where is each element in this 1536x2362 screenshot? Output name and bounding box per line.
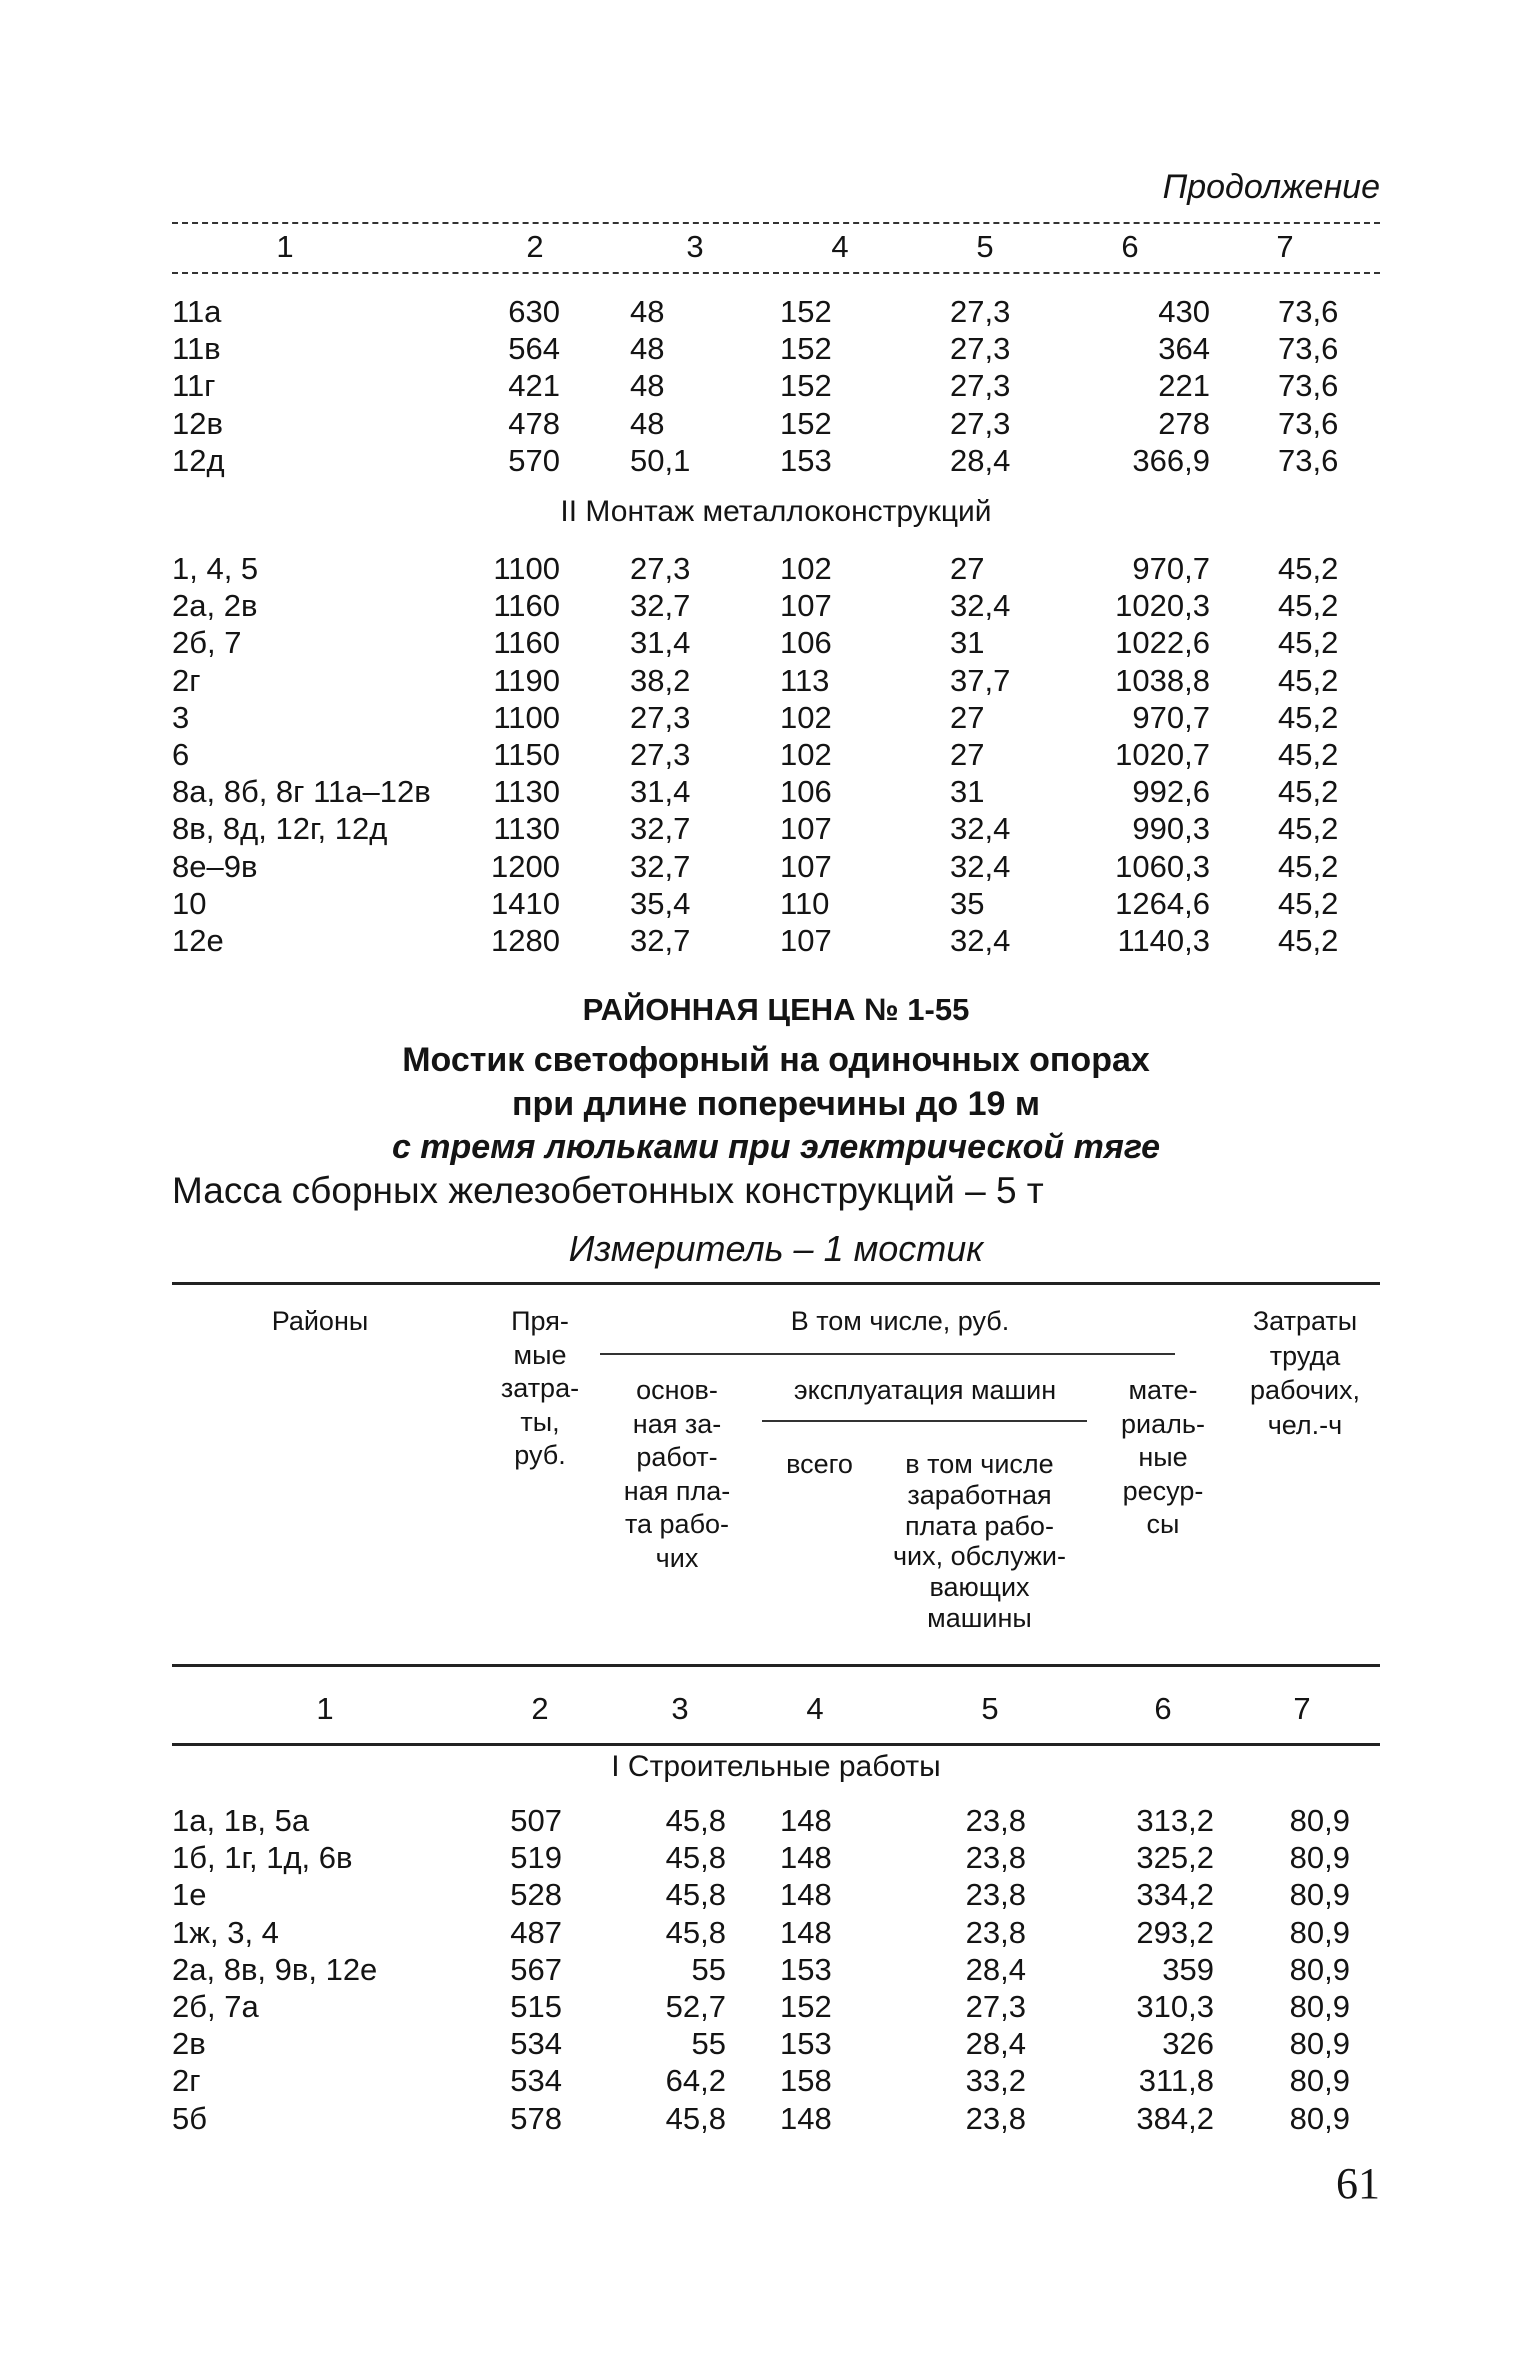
table-cell: 564 <box>508 331 560 367</box>
column-number: 1 <box>276 229 294 264</box>
row-label: 1, 4, 5 <box>172 551 259 586</box>
row-label: 1а, 1в, 5а <box>172 1803 310 1838</box>
row-label: 11а <box>172 294 222 329</box>
header-text-line: ресур- <box>1122 1475 1204 1506</box>
table-cell: 45,8 <box>665 1914 726 1950</box>
table-cell: 31 <box>950 625 985 661</box>
table-cell: 570 <box>508 442 560 478</box>
table-cell: 73,6 <box>1278 294 1339 329</box>
measure-text: Измеритель – 1 мостик <box>568 1228 984 1269</box>
table-cell: 27,3 <box>950 294 1011 329</box>
row-label: 3 <box>172 699 190 735</box>
table-cell: 528 <box>510 1877 562 1913</box>
table-cell: 80,9 <box>1289 1914 1350 1950</box>
table-cell: 148 <box>780 1803 832 1838</box>
header-text-line: машины <box>927 1603 1032 1633</box>
table-cell: 45,2 <box>1278 551 1339 586</box>
column-number: 5 <box>981 1691 999 1726</box>
table-cell: 990,3 <box>1132 811 1210 847</box>
table-cell: 567 <box>510 1951 562 1987</box>
table-cell: 519 <box>510 1840 562 1876</box>
table-cell: 48 <box>630 368 665 404</box>
column-number: 4 <box>831 229 849 264</box>
table-cell: 80,9 <box>1289 1877 1350 1913</box>
table-cell: 73,6 <box>1278 331 1339 367</box>
table-cell: 45,2 <box>1278 848 1339 884</box>
section-title-construction: I Строительные работы <box>611 1750 941 1783</box>
header-text-line: чих <box>655 1542 699 1573</box>
header-text-line: заработная <box>907 1479 1052 1510</box>
price-heading: РАЙОННАЯ ЦЕНА № 1-55 <box>582 992 970 1027</box>
table-cell: 152 <box>780 1989 832 2024</box>
row-label: 2а, 2в <box>172 588 258 624</box>
table-cell: 27,3 <box>630 699 691 735</box>
table-cell: 45,2 <box>1278 811 1339 847</box>
table-cell: 23,8 <box>965 2100 1026 2136</box>
table-cell: 27,3 <box>965 1989 1026 2024</box>
table-cell: 23,8 <box>965 1803 1026 1838</box>
section-title-montage: II Монтаж металлоконструкций <box>560 495 992 528</box>
table-cell: 106 <box>780 625 832 661</box>
table-cell: 23,8 <box>965 1877 1026 1913</box>
table-cell: 1200 <box>491 848 560 884</box>
header-text-line: чел.-ч <box>1267 1409 1343 1440</box>
column-number: 6 <box>1154 1691 1172 1726</box>
table-cell: 28,4 <box>950 442 1011 478</box>
table-cell: 1038,8 <box>1115 662 1210 698</box>
header-text-line: риаль- <box>1121 1408 1205 1439</box>
header-text-line: чих, обслужи- <box>892 1541 1067 1572</box>
table-cell: 152 <box>780 331 832 367</box>
table-cell: 45,2 <box>1278 774 1339 810</box>
header-text-line: Пря- <box>511 1306 569 1336</box>
header-text-line: труда <box>1269 1340 1341 1371</box>
table-cell: 55 <box>691 2026 726 2062</box>
table-cell: 45,8 <box>665 1840 726 1876</box>
row-label: 2г <box>172 2063 201 2099</box>
mass-text: Масса сборных железобетонных конструкций – 5 т <box>172 1170 1044 1211</box>
table-cell: 80,9 <box>1289 1803 1350 1838</box>
table-cell: 102 <box>780 699 832 735</box>
bottom-table-number-rule <box>172 1743 1380 1746</box>
table-cell: 1060,3 <box>1115 848 1210 884</box>
table-cell: 27,3 <box>630 551 691 586</box>
table-cell: 80,9 <box>1289 2026 1350 2062</box>
table-cell: 31,4 <box>630 625 691 661</box>
table-cell: 107 <box>780 588 832 624</box>
table-cell: 534 <box>510 2026 562 2062</box>
column-number: 3 <box>686 229 704 264</box>
table-cell: 32,7 <box>630 811 691 847</box>
table-cell: 148 <box>780 1914 832 1950</box>
table-cell: 31,4 <box>630 774 691 810</box>
table-cell: 48 <box>630 294 665 329</box>
table-cell: 578 <box>510 2100 562 2136</box>
table-cell: 23,8 <box>965 1840 1026 1876</box>
table-cell: 45,2 <box>1278 923 1339 958</box>
table-cell: 32,4 <box>950 811 1011 847</box>
row-label: 10 <box>172 885 207 921</box>
table-cell: 80,9 <box>1289 1989 1350 2024</box>
column-number: 2 <box>531 1691 549 1726</box>
row-label: 11в <box>172 331 221 367</box>
table-cell: 73,6 <box>1278 405 1339 441</box>
table-cell: 430 <box>1158 294 1210 329</box>
table-cell: 1160 <box>493 625 560 661</box>
row-label: 1ж, 3, 4 <box>172 1914 279 1950</box>
table-cell: 534 <box>510 2063 562 2099</box>
table-cell: 107 <box>780 848 832 884</box>
table-cell: 45,2 <box>1278 737 1339 772</box>
header-including-rule <box>600 1353 1175 1355</box>
table-cell: 1160 <box>493 588 560 624</box>
table-cell: 52,7 <box>665 1989 726 2024</box>
header-text-line: основ- <box>636 1375 718 1405</box>
table-cell: 27 <box>950 551 985 586</box>
header-including: В том числе, руб. <box>790 1306 1010 1336</box>
table-cell: 1130 <box>493 811 560 847</box>
header-text-line: сы <box>1146 1509 1180 1539</box>
table-cell: 153 <box>780 1951 832 1987</box>
top-table-rule <box>172 272 1380 274</box>
table-cell: 102 <box>780 551 832 586</box>
table-cell: 110 <box>780 885 830 921</box>
column-number: 5 <box>976 229 994 264</box>
table-cell: 152 <box>780 368 832 404</box>
row-label: 2в <box>172 2026 206 2062</box>
table-cell: 1100 <box>493 551 560 586</box>
table-cell: 32,4 <box>950 923 1011 958</box>
table-cell: 27,3 <box>630 737 691 772</box>
header-text-line: вающих <box>929 1572 1030 1603</box>
header-text-line: работ- <box>636 1442 718 1472</box>
table-cell: 50,1 <box>630 442 691 478</box>
table-cell: 45,8 <box>665 2100 726 2136</box>
table-cell: 1410 <box>491 885 560 921</box>
table-cell: 293,2 <box>1136 1914 1214 1950</box>
table-cell: 48 <box>630 331 665 367</box>
table-cell: 35 <box>950 885 985 921</box>
table-cell: 148 <box>780 2100 832 2136</box>
top-table-rule <box>172 222 1380 224</box>
table-cell: 992,6 <box>1132 774 1210 810</box>
table-cell: 1264,6 <box>1115 885 1210 921</box>
header-text-line: плата рабо- <box>905 1510 1054 1541</box>
table-cell: 152 <box>780 405 832 441</box>
title-line-3: с тремя люльками при электрической тяге <box>391 1128 1161 1166</box>
header-text-line: ная за- <box>632 1408 722 1439</box>
table-cell: 45,2 <box>1278 662 1339 698</box>
table-cell: 28,4 <box>965 2026 1026 2062</box>
table-cell: 35,4 <box>630 885 691 921</box>
table-cell: 359 <box>1162 1951 1214 1987</box>
table-cell: 80,9 <box>1289 2063 1350 2099</box>
header-machine-total: всего <box>786 1449 853 1479</box>
column-number: 7 <box>1293 1691 1311 1726</box>
table-cell: 221 <box>1158 368 1210 404</box>
table-cell: 630 <box>508 294 560 329</box>
table-cell: 32,7 <box>630 588 691 624</box>
header-text-line: в том числе <box>905 1449 1054 1479</box>
row-label: 2б, 7а <box>172 1989 259 2024</box>
table-cell: 487 <box>510 1914 562 1950</box>
table-cell: 102 <box>780 737 832 772</box>
row-label: 11г <box>172 368 216 404</box>
row-label: 2а, 8в, 9в, 12е <box>172 1951 378 1987</box>
table-cell: 32,4 <box>950 848 1011 884</box>
table-cell: 970,7 <box>1132 699 1210 735</box>
table-cell: 325,2 <box>1136 1840 1214 1876</box>
header-text-line: ты, <box>520 1406 560 1437</box>
header-text-line: мые <box>513 1339 567 1370</box>
title-line-1: Мостик светофорный на одиночных опорах <box>402 1041 1150 1079</box>
row-label: 6 <box>172 737 190 772</box>
column-number: 6 <box>1121 229 1139 264</box>
row-label: 1б, 1г, 1д, 6в <box>172 1840 353 1876</box>
table-cell: 366,9 <box>1132 442 1210 478</box>
table-cell: 310,3 <box>1136 1989 1214 2024</box>
column-number: 4 <box>806 1691 824 1726</box>
table-cell: 64,2 <box>665 2063 726 2099</box>
table-cell: 28,4 <box>965 1951 1026 1987</box>
table-cell: 80,9 <box>1289 1951 1350 1987</box>
table-cell: 515 <box>510 1989 562 2024</box>
table-cell: 334,2 <box>1136 1877 1214 1913</box>
table-cell: 23,8 <box>965 1914 1026 1950</box>
table-cell: 31 <box>950 774 985 810</box>
row-label: 2г <box>172 662 201 698</box>
table-cell: 1020,7 <box>1115 737 1210 772</box>
header-text-line: затра- <box>500 1373 580 1403</box>
column-number: 2 <box>526 229 544 264</box>
table-cell: 313,2 <box>1136 1803 1214 1838</box>
table-cell: 38,2 <box>630 662 691 698</box>
table-cell: 27 <box>950 737 985 772</box>
table-cell: 55 <box>691 1951 726 1987</box>
table-cell: 148 <box>780 1877 832 1913</box>
table-cell: 45,8 <box>665 1803 726 1838</box>
header-regions: Районы <box>271 1306 369 1336</box>
row-label: 8е–9в <box>172 848 258 884</box>
table-cell: 478 <box>508 405 560 441</box>
table-cell: 311,8 <box>1138 2063 1214 2099</box>
table-cell: 45,2 <box>1278 625 1339 661</box>
row-label: 12е <box>172 923 224 958</box>
table-cell: 107 <box>780 923 832 958</box>
table-cell: 1130 <box>493 774 560 810</box>
table-cell: 32,7 <box>630 848 691 884</box>
header-text-line: ная пла- <box>623 1475 731 1506</box>
title-line-2: при длине поперечины до 19 м <box>511 1085 1041 1123</box>
table-cell: 27 <box>950 699 985 735</box>
column-number: 3 <box>671 1691 689 1726</box>
table-cell: 1280 <box>491 923 560 958</box>
table-cell: 80,9 <box>1289 2100 1350 2136</box>
table-cell: 45,2 <box>1278 588 1339 624</box>
table-cell: 73,6 <box>1278 442 1339 478</box>
header-text-line: рабочих, <box>1249 1375 1361 1405</box>
table-cell: 45,8 <box>665 1877 726 1913</box>
table-cell: 278 <box>1158 405 1210 441</box>
table-cell: 326 <box>1162 2026 1214 2062</box>
table-cell: 37,7 <box>950 662 1011 698</box>
header-text-line: Затраты <box>1252 1306 1358 1336</box>
row-label: 1е <box>172 1877 207 1913</box>
table-cell: 1100 <box>493 699 560 735</box>
row-label: 2б, 7 <box>172 625 242 661</box>
table-cell: 970,7 <box>1132 551 1210 586</box>
table-cell: 32,4 <box>950 588 1011 624</box>
column-number: 7 <box>1276 229 1294 264</box>
table-cell: 48 <box>630 405 665 441</box>
table-cell: 158 <box>780 2063 832 2099</box>
header-machine-rule <box>762 1420 1087 1422</box>
table-cell: 80,9 <box>1289 1840 1350 1876</box>
row-label: 12в <box>172 405 223 441</box>
table-cell: 1140,3 <box>1117 923 1210 958</box>
table-cell: 1150 <box>493 737 560 772</box>
table-cell: 107 <box>780 811 832 847</box>
row-label: 8а, 8б, 8г 11а–12в <box>172 774 431 810</box>
table-cell: 27,3 <box>950 405 1011 441</box>
table-cell: 106 <box>780 774 832 810</box>
page-number: 61 <box>1336 2159 1380 2208</box>
table-cell: 384,2 <box>1136 2100 1214 2136</box>
column-number: 1 <box>316 1691 334 1726</box>
row-label: 12д <box>172 442 225 478</box>
bottom-table-top-rule <box>172 1282 1380 1285</box>
bottom-table-header-rule <box>172 1664 1380 1667</box>
header-machine-operation: эксплуатация машин <box>793 1375 1057 1405</box>
table-cell: 1020,3 <box>1115 588 1210 624</box>
table-cell: 153 <box>780 442 832 478</box>
table-cell: 148 <box>780 1840 832 1876</box>
row-label: 8в, 8д, 12г, 12д <box>172 811 388 847</box>
header-text-line: руб. <box>514 1440 566 1470</box>
table-cell: 113 <box>780 662 830 698</box>
table-cell: 45,2 <box>1278 699 1339 735</box>
table-cell: 507 <box>510 1803 562 1838</box>
table-cell: 1022,6 <box>1115 625 1210 661</box>
continuation-label: Продолжение <box>1162 168 1380 206</box>
header-text-line: мате- <box>1128 1375 1198 1405</box>
table-cell: 152 <box>780 294 832 329</box>
table-cell: 33,2 <box>965 2063 1026 2099</box>
table-cell: 27,3 <box>950 368 1011 404</box>
table-cell: 45,2 <box>1278 885 1339 921</box>
row-label: 5б <box>172 2100 207 2136</box>
table-cell: 364 <box>1158 331 1210 367</box>
table-cell: 32,7 <box>630 923 691 958</box>
table-cell: 27,3 <box>950 331 1011 367</box>
table-cell: 153 <box>780 2026 832 2062</box>
table-cell: 1190 <box>493 662 560 698</box>
table-cell: 421 <box>508 368 560 404</box>
table-cell: 73,6 <box>1278 368 1339 404</box>
header-text-line: та рабо- <box>624 1509 730 1539</box>
header-text-line: ные <box>1138 1442 1188 1472</box>
